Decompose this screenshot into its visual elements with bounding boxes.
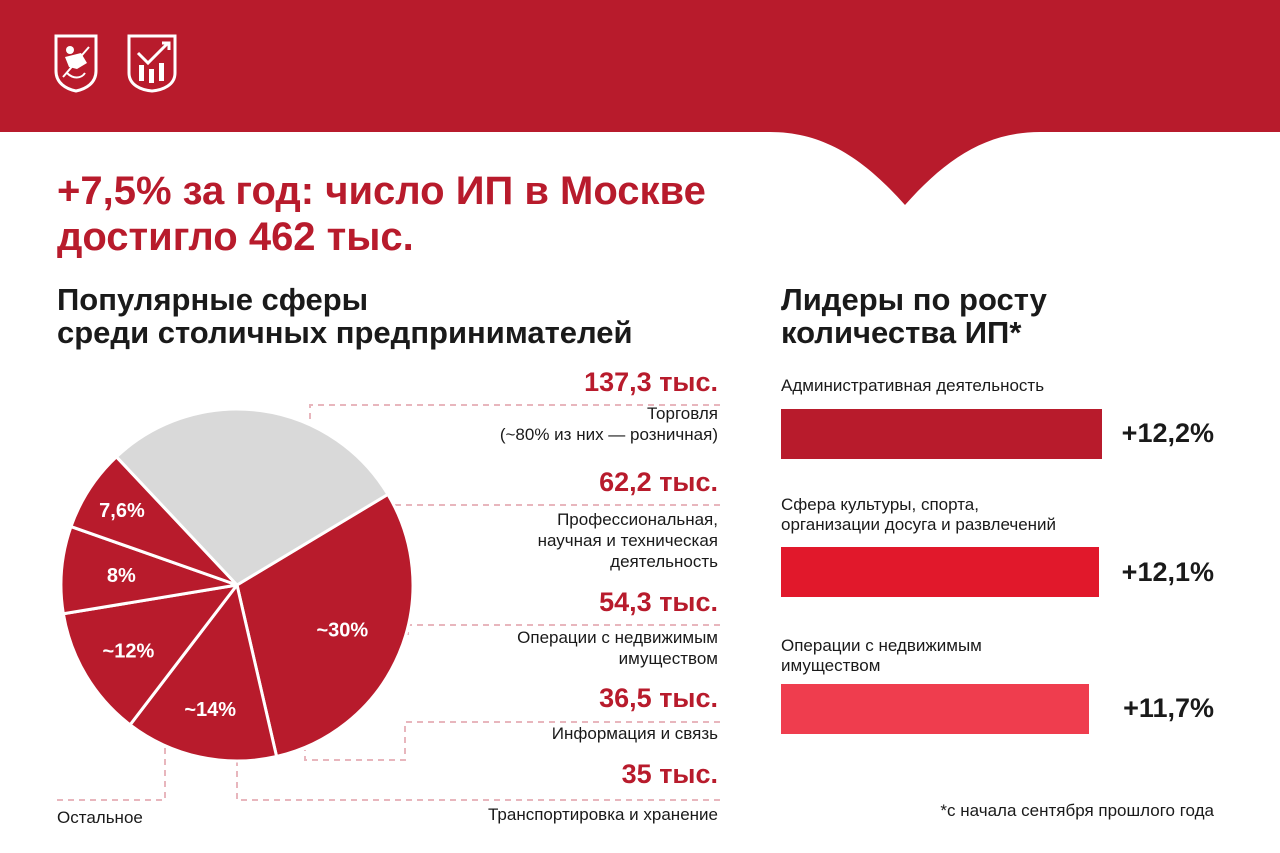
bar-value-0: +12,2% bbox=[1121, 418, 1214, 448]
pie-label-professional-value: 62,2 тыс. bbox=[599, 467, 718, 497]
bars-section-title bbox=[781, 283, 1047, 349]
pie-section-title bbox=[57, 283, 633, 349]
pie-leader-line bbox=[57, 738, 165, 800]
pie-percent-professional: ~14% bbox=[184, 698, 237, 721]
page-title bbox=[57, 168, 706, 260]
pie-label-other: Остальное bbox=[57, 808, 143, 827]
bar-label-1-line-2: организации досуга и развлечений bbox=[781, 515, 1057, 534]
bar-0 bbox=[781, 409, 1102, 459]
statistics-logo-icon bbox=[126, 33, 178, 93]
pie-label-professional bbox=[538, 467, 718, 572]
pie-label-realestate-value: 54,3 тыс. bbox=[599, 587, 718, 617]
bar-label-0 bbox=[781, 376, 1044, 396]
page-title-line-2: достигло 462 тыс. bbox=[57, 215, 414, 259]
bar-label-2-line-2: имуществом bbox=[781, 656, 881, 675]
bar-label-1 bbox=[781, 495, 1056, 535]
pie-percent-transport: 7,6% bbox=[99, 500, 145, 523]
pie-label-ict bbox=[552, 683, 718, 744]
pie-label-transport bbox=[488, 759, 718, 825]
pie-label-trade bbox=[500, 367, 718, 445]
bar-value-1: +12,1% bbox=[1121, 557, 1214, 587]
pie-label-trade-value: 137,3 тыс. bbox=[584, 367, 718, 397]
bars-section-title-line-2: количества ИП* bbox=[781, 315, 1022, 350]
pie-label-professional-line-2: научная и техническая bbox=[537, 531, 718, 550]
pie-label-professional-line-3: деятельность bbox=[610, 552, 718, 571]
pie-label-realestate bbox=[517, 587, 718, 669]
bar-label-2-line-1: Операции с недвижимым bbox=[781, 636, 982, 655]
bars-section-title-line-1: Лидеры по росту bbox=[781, 282, 1047, 317]
pie-section-title-line-2: среди столичных предпринимателей bbox=[57, 315, 633, 350]
pie-label-realestate-line-1: Операции с недвижимым bbox=[517, 628, 718, 647]
pie-percent-ict: 8% bbox=[106, 564, 136, 587]
bar-1 bbox=[781, 547, 1099, 597]
pie-percent-realestate: ~12% bbox=[102, 640, 155, 663]
bar-label-2 bbox=[781, 636, 982, 676]
pie-label-realestate-line-2: имуществом bbox=[618, 649, 718, 668]
bar-label-1-line-1: Сфера культуры, спорта, bbox=[781, 495, 979, 514]
page-title-line-1: +7,5% за год: число ИП в Москве bbox=[57, 169, 706, 213]
moscow-coat-of-arms-icon bbox=[53, 33, 99, 93]
footnote: *с начала сентября прошлого года bbox=[940, 801, 1214, 820]
bar-value-2: +11,7% bbox=[1123, 693, 1214, 723]
pie-label-professional-line-1: Профессиональная, bbox=[557, 510, 718, 529]
pie-label-trade-line-2: (~80% из них — розничная) bbox=[499, 425, 718, 444]
pie-section-title-line-1: Популярные сферы bbox=[57, 282, 369, 317]
bar-2 bbox=[781, 684, 1089, 734]
pie-label-transport-value: 35 тыс. bbox=[621, 759, 718, 789]
pie-label-ict-value: 36,5 тыс. bbox=[599, 683, 718, 713]
pie-label-transport-line-1: Транспортировка и хранение bbox=[488, 805, 718, 824]
pie-percent-trade: ~30% bbox=[316, 619, 369, 642]
bar-label-0-line-1: Административная деятельность bbox=[781, 376, 1045, 395]
pie-label-trade-line-1: Торговля bbox=[646, 404, 718, 423]
pie-label-ict-line-1: Информация и связь bbox=[551, 724, 718, 743]
